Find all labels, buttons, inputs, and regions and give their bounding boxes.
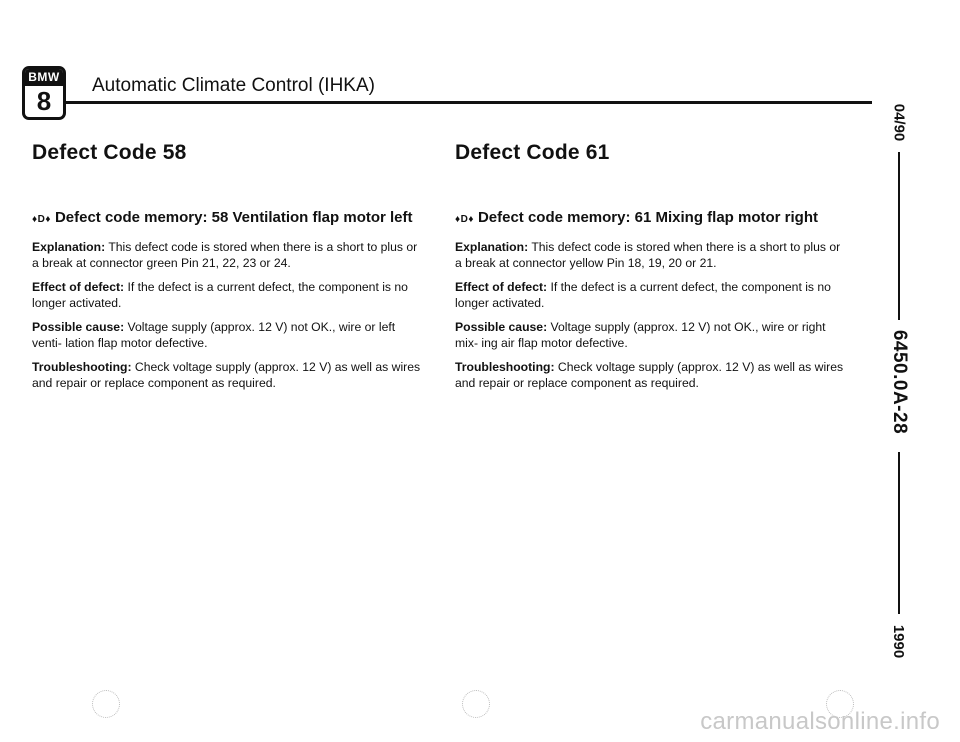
troubleshooting-text: Check voltage supply (approx. 12 V) as well as wires and repair or replace component as required. [32, 360, 421, 390]
troubleshooting-label: Troubleshooting: [455, 360, 555, 374]
side-divider-1 [898, 152, 900, 320]
side-divider-2 [898, 452, 900, 614]
cause-label: Possible cause: [455, 320, 548, 334]
diamond-marker: ♦D♦ [32, 214, 51, 225]
cause-text: Voltage supply (approx. 12 V) not OK., wire or right mix- ing air flap motor defective. [455, 320, 826, 350]
binder-hole [462, 690, 490, 718]
defect-section-left [32, 140, 422, 391]
defect-section-right [455, 140, 847, 391]
effect-label: Effect of defect: [32, 280, 125, 294]
binder-hole [92, 690, 120, 718]
section-title: Defect Code 58 [32, 141, 187, 164]
cause-paragraph [455, 319, 847, 351]
watermark: carmanualsonline.info [700, 708, 940, 735]
explanation-text: This defect code is stored when there is a short to plus or a break at connector green Pin 21, 22, 23 or 24. [32, 240, 418, 270]
explanation-label: Explanation: [32, 240, 106, 254]
cause-label: Possible cause: [32, 320, 125, 334]
troubleshooting-paragraph [455, 359, 847, 391]
side-date-text: 04/90 [890, 103, 908, 141]
effect-text: If the defect is a current defect, the component is no longer activated. [455, 280, 831, 310]
explanation-paragraph [32, 239, 422, 271]
side-date [884, 96, 914, 148]
cause-text: Voltage supply (approx. 12 V) not OK., wire or left venti- lation flap motor defective. [32, 320, 396, 350]
subheading-text: Defect code memory: 61 Mixing flap motor right [477, 209, 818, 226]
section-title: Defect Code 61 [455, 141, 610, 164]
defect-subheading [455, 208, 847, 229]
cause-paragraph [32, 319, 422, 351]
side-document-code [876, 322, 922, 442]
defect-subheading [32, 208, 422, 229]
side-year-text: 1990 [890, 624, 908, 658]
effect-paragraph [455, 279, 847, 311]
side-year [884, 616, 914, 666]
logo-model-number: 8 [36, 86, 52, 116]
explanation-label: Explanation: [455, 240, 529, 254]
explanation-paragraph [455, 239, 847, 271]
troubleshooting-paragraph [32, 359, 422, 391]
effect-label: Effect of defect: [455, 280, 548, 294]
effect-text: If the defect is a current defect, the component is no longer activated. [32, 280, 408, 310]
header-divider [66, 101, 872, 104]
explanation-text: This defect code is stored when there is a short to plus or a break at connector yellow Pin 18, 19, 20 or 21. [455, 240, 841, 270]
page-header-title: Automatic Climate Control (IHKA) [92, 75, 375, 96]
bmw-logo [22, 66, 66, 120]
troubleshooting-label: Troubleshooting: [32, 360, 132, 374]
subheading-text: Defect code memory: 58 Ventilation flap motor left [54, 209, 413, 226]
side-code-text: 6450.0A-28 [889, 329, 911, 435]
diamond-marker: ♦D♦ [455, 214, 474, 225]
troubleshooting-text: Check voltage supply (approx. 12 V) as well as wires and repair or replace component as required. [455, 360, 844, 390]
effect-paragraph [32, 279, 422, 311]
logo-brand-text: BMW [25, 69, 63, 86]
